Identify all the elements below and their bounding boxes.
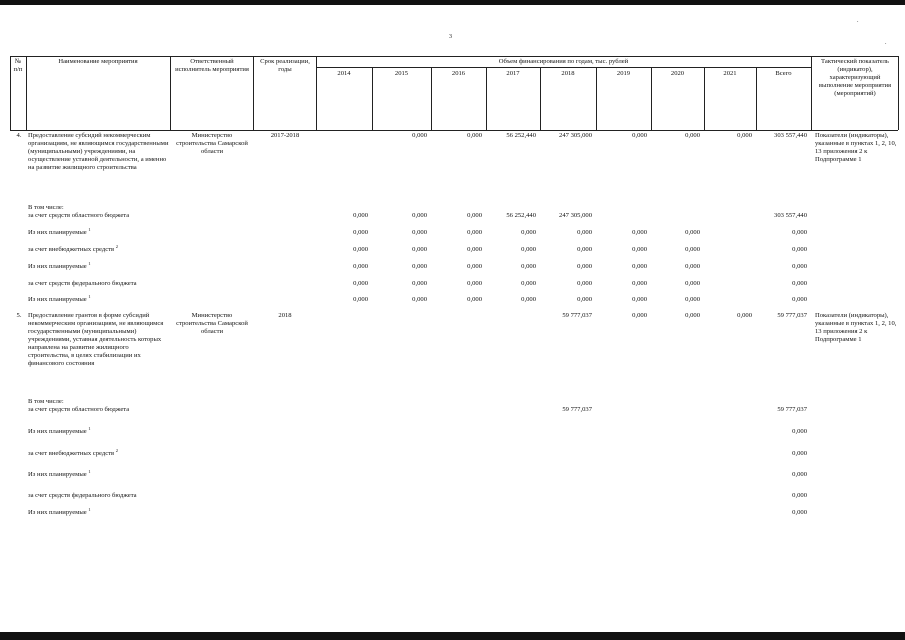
header-name-column: Наименование мероприятия bbox=[58, 58, 138, 65]
item4-source-value: 0,000 bbox=[467, 246, 482, 253]
top-scan-border bbox=[0, 0, 905, 5]
source-label-text: Из них планируемые bbox=[28, 428, 87, 435]
item4-source-value: 0,000 bbox=[412, 296, 427, 303]
header-column-rule bbox=[26, 56, 27, 130]
footnote-marker: 1 bbox=[88, 468, 91, 474]
item5-source-value: 0,000 bbox=[792, 492, 807, 499]
item4-source-value: 0,000 bbox=[412, 229, 427, 236]
item5-source-value: 0,000 bbox=[792, 509, 807, 516]
header-term-column: Срок реализации, годы bbox=[260, 58, 310, 73]
item4-source-value: 0,000 bbox=[467, 263, 482, 270]
item4-indicator: Показатели (индикаторы), указанные в пунктах 1, 2, 10, 13 приложения 2 к Подпрограмме 1 bbox=[815, 132, 897, 163]
item4-source-value: 0,000 bbox=[792, 280, 807, 287]
item4-source-value: 0,000 bbox=[353, 263, 368, 270]
header-year-2016: 2016 bbox=[451, 70, 466, 77]
footnote-marker: 1 bbox=[88, 260, 91, 266]
item4-source-value: 0,000 bbox=[577, 296, 592, 303]
header-bottom-rule bbox=[10, 130, 898, 131]
item4-source-value: 0,000 bbox=[412, 212, 427, 219]
item4-source-value: 0,000 bbox=[467, 212, 482, 219]
item4-source-value: 247 305,000 bbox=[559, 212, 592, 219]
item4-total-value: 0,000 bbox=[685, 132, 700, 139]
item4-source-value: 0,000 bbox=[467, 280, 482, 287]
item4-source-value: 0,000 bbox=[353, 280, 368, 287]
item4-source-value: 0,000 bbox=[632, 296, 647, 303]
source-label-text: Из них планируемые bbox=[28, 471, 87, 478]
item4-source-value: 0,000 bbox=[521, 296, 536, 303]
item4-source-value: 0,000 bbox=[467, 229, 482, 236]
item5-including-label: В том числе: bbox=[28, 398, 64, 405]
item4-source-value: 0,000 bbox=[353, 212, 368, 219]
item4-total-value: 0,000 bbox=[467, 132, 482, 139]
item5-source-label bbox=[28, 425, 91, 436]
item4-source-value: 0,000 bbox=[521, 280, 536, 287]
header-year-2014: 2014 bbox=[337, 70, 351, 77]
item4-source-label bbox=[28, 212, 129, 220]
item4-source-value: 0,000 bbox=[577, 280, 592, 287]
header-year-2018: 2018 bbox=[561, 70, 575, 77]
source-label-text: Из них планируемые bbox=[28, 296, 87, 303]
item4-source-value: 0,000 bbox=[353, 296, 368, 303]
header-top-rule bbox=[10, 56, 898, 57]
footnote-marker: 1 bbox=[88, 293, 91, 299]
item4-source-label bbox=[28, 293, 91, 304]
item5-source-label bbox=[28, 447, 119, 458]
item5-source-label bbox=[28, 468, 91, 479]
header-number-column: № п/п bbox=[13, 58, 23, 73]
item5-total-value: 59 777,037 bbox=[777, 312, 807, 319]
header-year-2015: 2015 bbox=[394, 70, 409, 77]
item4-source-value: 0,000 bbox=[792, 263, 807, 270]
header-indicator-column: Тактический показатель (индикатор), характеризующий выполнение мероприятия (мероприятий) bbox=[818, 58, 892, 97]
item4-source-value: 0,000 bbox=[353, 246, 368, 253]
source-label-text: Из них планируемые bbox=[28, 509, 87, 516]
item4-source-value: 56 252,440 bbox=[506, 212, 536, 219]
item4-source-value: 0,000 bbox=[412, 246, 427, 253]
item4-including-label: В том числе: bbox=[28, 204, 64, 211]
item5-source-value: 59 777,037 bbox=[777, 406, 807, 413]
header-column-rule bbox=[811, 56, 812, 130]
item4-source-value: 0,000 bbox=[521, 263, 536, 270]
item4-source-value: 0,000 bbox=[353, 229, 368, 236]
item4-source-value: 0,000 bbox=[685, 280, 700, 287]
item4-source-value: 0,000 bbox=[685, 263, 700, 270]
source-label-text: за счет внебюджетных средств bbox=[28, 450, 115, 457]
page-number: 3 bbox=[449, 34, 452, 40]
item4-source-value: 0,000 bbox=[685, 246, 700, 253]
item4-source-label bbox=[28, 280, 137, 288]
source-label-text: за счет внебюджетных средств bbox=[28, 246, 115, 253]
footnote-marker: 1 bbox=[88, 425, 91, 431]
item4-source-value: 0,000 bbox=[632, 280, 647, 287]
item5-name: Предоставление грантов в форме субсидий некоммерческим организациям, не являющимся государственными (муниципальными) учреждениями, уставная деятельность которых направлена на развитие жилищного строительства, в целях стабилизации их финансового состояния bbox=[28, 312, 164, 367]
item4-source-value: 0,000 bbox=[412, 280, 427, 287]
item4-term: 2017-2018 bbox=[270, 132, 300, 139]
item5-total-value: 59 777,037 bbox=[562, 312, 592, 319]
item5-total-value: 0,000 bbox=[685, 312, 700, 319]
source-label-text: за счет средств областного бюджета bbox=[28, 212, 130, 219]
scan-speck: . bbox=[857, 18, 859, 24]
header-column-rule bbox=[170, 56, 171, 130]
item4-executor: Министерство строительства Самарской области bbox=[176, 132, 248, 155]
header-column-rule bbox=[316, 56, 317, 130]
header-year-2019: 2019 bbox=[616, 70, 631, 77]
source-label-text: Из них планируемые bbox=[28, 263, 87, 270]
item4-source-label bbox=[28, 226, 91, 237]
item5-indicator: Показатели (индикаторы), указанные в пунктах 1, 2, 10, 13 приложения 2 к Подпрограмме 1 bbox=[815, 312, 897, 343]
item4-source-value: 0,000 bbox=[467, 296, 482, 303]
item4-source-value: 0,000 bbox=[521, 246, 536, 253]
footnote-marker: 2 bbox=[115, 447, 119, 453]
item5-executor: Министерство строительства Самарской области bbox=[176, 312, 248, 335]
item4-source-value: 0,000 bbox=[632, 263, 647, 270]
item4-total-value: 303 557,440 bbox=[774, 132, 807, 139]
header-executor-column: Ответственный исполнитель мероприятия bbox=[175, 58, 249, 73]
header-sub-rule bbox=[316, 67, 811, 68]
item5-source-value: 59 777,037 bbox=[562, 406, 592, 413]
footnote-marker: 1 bbox=[88, 506, 91, 512]
item5-source-label bbox=[28, 406, 129, 414]
item4-source-label bbox=[28, 260, 91, 271]
footnote-marker: 2 bbox=[115, 243, 119, 249]
item4-total-value: 56 252,440 bbox=[506, 132, 536, 139]
item4-source-value: 0,000 bbox=[412, 263, 427, 270]
footnote-marker: 1 bbox=[88, 226, 91, 232]
item4-source-value: 0,000 bbox=[577, 229, 592, 236]
source-label-text: за счет средств областного бюджета bbox=[28, 406, 130, 413]
header-column-rule bbox=[253, 56, 254, 130]
header-year-2017: 2017 bbox=[506, 70, 520, 77]
item4-total-value: 0,000 bbox=[737, 132, 752, 139]
item4-name: Предоставление субсидий некоммерческим организациям, не являющимся государственными (муниципальными) учреждениями, на осуществление уставной деятельности, а именно на развитие жилищного строительства bbox=[28, 132, 169, 171]
item5-total-value: 0,000 bbox=[632, 312, 647, 319]
item4-source-value: 0,000 bbox=[685, 229, 700, 236]
item5-number: 5. bbox=[16, 312, 22, 319]
item4-source-value: 0,000 bbox=[577, 263, 592, 270]
header-finance-title: Объем финансирования по годам, тыс. рублей bbox=[498, 58, 629, 65]
item4-total-value: 247 305,000 bbox=[559, 132, 592, 139]
header-year-2021: 2021 bbox=[723, 70, 737, 77]
item4-source-value: 0,000 bbox=[632, 246, 647, 253]
item5-source-value: 0,000 bbox=[792, 428, 807, 435]
item5-source-value: 0,000 bbox=[792, 471, 807, 478]
item4-total-value: 0,000 bbox=[412, 132, 427, 139]
item4-source-value: 0,000 bbox=[577, 246, 592, 253]
source-label-text: Из них планируемые bbox=[28, 229, 87, 236]
header-year-Всего: Всего bbox=[775, 70, 792, 77]
item4-total-value: 0,000 bbox=[632, 132, 647, 139]
item4-source-value: 0,000 bbox=[521, 229, 536, 236]
item4-source-label bbox=[28, 243, 119, 254]
bottom-scan-border bbox=[0, 632, 905, 640]
source-label-text: за счет средств федерального бюджета bbox=[28, 492, 137, 499]
scan-speck: . bbox=[885, 40, 887, 46]
item4-source-value: 0,000 bbox=[792, 246, 807, 253]
header-column-rule bbox=[898, 56, 899, 130]
item4-number: 4. bbox=[16, 132, 22, 139]
source-label-text: за счет средств федерального бюджета bbox=[28, 280, 137, 287]
item5-source-value: 0,000 bbox=[792, 450, 807, 457]
item4-source-value: 0,000 bbox=[632, 229, 647, 236]
header-year-2020: 2020 bbox=[670, 70, 685, 77]
item5-source-label bbox=[28, 492, 137, 500]
item4-source-value: 0,000 bbox=[792, 229, 807, 236]
item5-source-label bbox=[28, 506, 91, 517]
item4-source-value: 0,000 bbox=[685, 296, 700, 303]
item4-source-value: 303 557,440 bbox=[774, 212, 807, 219]
item4-source-value: 0,000 bbox=[792, 296, 807, 303]
item5-term: 2018 bbox=[278, 312, 292, 319]
item5-total-value: 0,000 bbox=[737, 312, 752, 319]
